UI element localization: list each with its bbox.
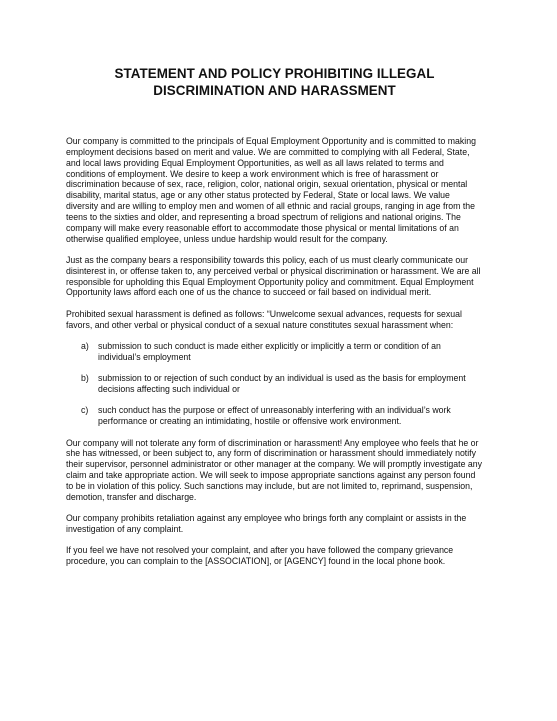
list-item-text: submission to or rejection of such conduct by an individual is used as the basis for employment decisions affecting such individual or (98, 373, 466, 395)
list-marker: a) (81, 341, 89, 351)
list-item (66, 373, 483, 395)
list-marker: b) (81, 373, 89, 384)
paragraph-complaint: If you feel we have not resolved your complaint, and after you have followed the company grievance procedure, you can complain to the [ASSOCIATION], or [AGENCY] found in the local phone book. (66, 545, 454, 567)
title-line-1: STATEMENT AND POLICY PROHIBITING ILLEGAL (114, 66, 435, 81)
harassment-conditions-list (66, 341, 483, 427)
document-title (66, 65, 483, 99)
paragraph-harassment-definition: Prohibited sexual harassment is defined as follows: “Unwelcome sexual advances, requests for sexual favors, and other verbal or physical conduct of a sexual nature constitutes sexual harassment when: (66, 308, 462, 330)
paragraph-no-tolerance: Our company will not tolerate any form of discrimination or harassment! Any employee who feels that he or she has witnessed, or been subject to, any form of discrimination or harassment should immediately notify their supervisor, personnel administrator or other manager at the company. We will promptly investigate any claim and take appropriate action. We will seek to impose appropriate sanctions against any person found to be in violation of this policy. Such sanctions may include, but are not limited to, reprimand, suspension, demotion, transfer and discharge. (66, 437, 482, 502)
list-item-text: such conduct has the purpose or effect of unreasonably interfering with an individual’s work performance or creating an intimidating, hostile or offensive work environment. (98, 405, 451, 427)
paragraph-responsibility: Just as the company bears a responsibility towards this policy, each of us must clearly communicate our disinterest in, or offense taken to, any perceived verbal or physical discrimination or harassment. We are all responsible for upholding this Equal Employment Opportunity policy and commitment. Equal Employment Opportunity laws afford each one of us the chance to succeed or fail based on individual merit. (66, 254, 481, 298)
list-item (66, 405, 483, 427)
list-item (66, 341, 483, 363)
list-marker: c) (81, 405, 89, 416)
paragraph-retaliation: Our company prohibits retaliation against any employee who brings forth any complaint or assists in the investigation of any complaint. (66, 513, 467, 534)
paragraph-commitment: Our company is committed to the principals of Equal Employment Opportunity and is committed to making employment decisions based on merit and value. We are committed to complying with all Federal, State, and local laws providing Equal Employment Opportunities, as well as all laws related to terms and conditions of employment. We desire to keep a work environment which is free of harassment or discrimination because of sex, race, religion, color, national origin, sexual orientation, physical or mental disability, marital status, age or any other status protected by Federal, State or local laws. We value diversity and are willing to employ men and women of all ethnic and racial groups, ranging in age from the teens to the sixties and older, and representing a broad spectrum of religions and national origins. The company will make every reasonable effort to accommodate those physical or mental limitations of an otherwise qualified employee, unless undue hardship would result for the company. (66, 136, 476, 244)
title-line-2: DISCRIMINATION AND HARASSMENT (153, 83, 396, 98)
list-item-text: submission to such conduct is made either explicitly or implicitly a term or condition of an individual’s employment (98, 341, 441, 362)
